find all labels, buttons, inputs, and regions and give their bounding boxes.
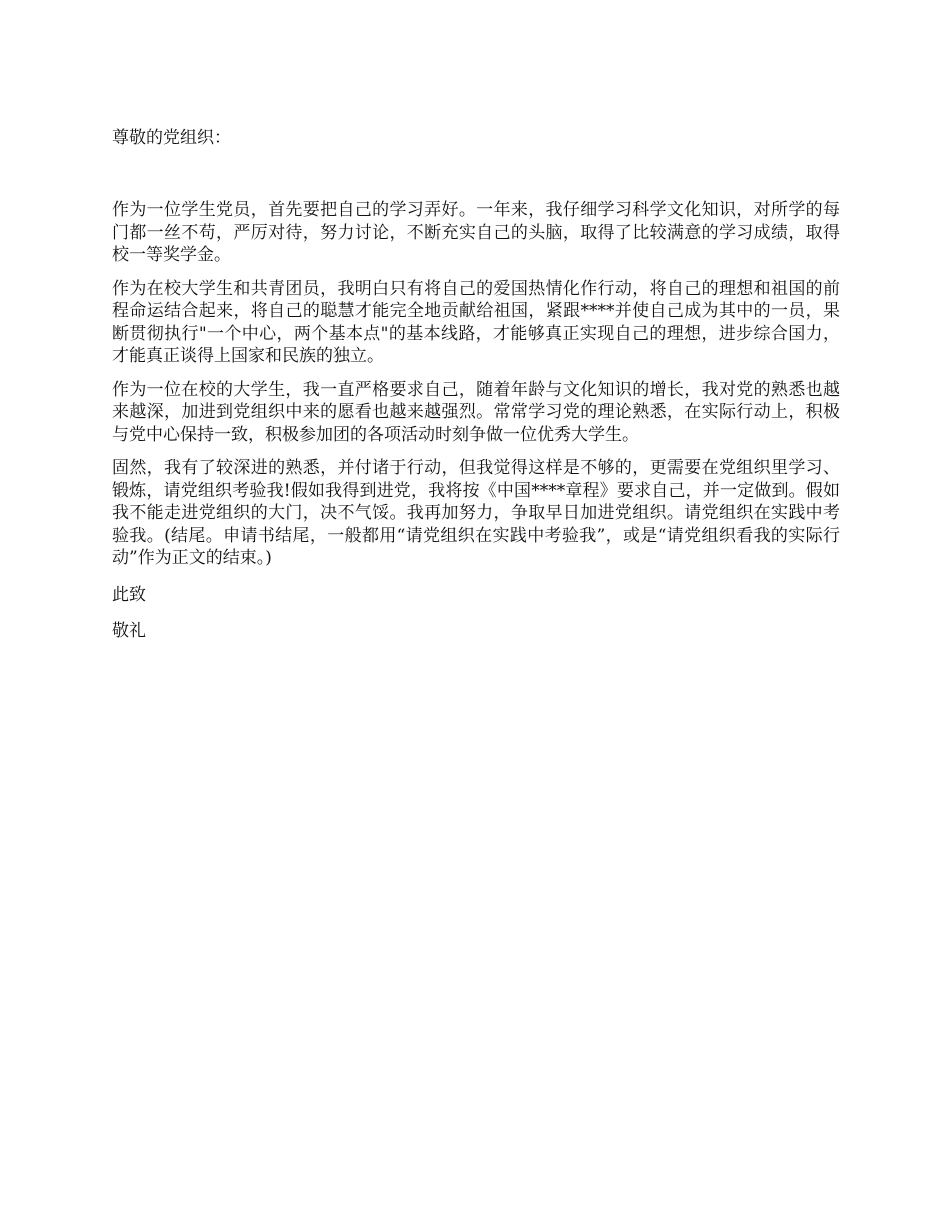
letter-paragraph-3: 作为一位在校的大学生，我一直严格要求自己，随着年龄与文化知识的增长，我对党的熟悉也越来越深，加进到党组织中来的愿看也越来越强烈。常常学习党的理论熟悉，在实际行动上，积极与党中心保持一致，积极参加团的各项活动时刻争做一位优秀大学生。 — [112, 379, 840, 445]
letter-page — [112, 127, 840, 642]
letter-closing-salute: 敬礼 — [112, 620, 146, 641]
letter-paragraph-4: 固然，我有了较深进的熟悉，并付诸于行动，但我觉得这样是不够的，更需要在党组织里学习、锻炼，请党组织考验我!假如我得到进党，我将按《中国****章程》要求自己，并一定做到。假如我不能走进党组织的大门，决不气馁。我再加努力，争取早日加进党组织。请党组织在实践中考验我。(结尾。申请书结尾，一般都用“请党组织在实践中考验我”，或是“请党组织看我的实际行动”作为正文的结束。) — [112, 458, 840, 568]
letter-salutation: 尊敬的党组织： — [112, 128, 231, 148]
letter-paragraph-1: 作为一位学生党员，首先要把自己的学习弄好。一年来，我仔细学习科学文化知识，对所学的每门都一丝不苟，严厉对待，努力讨论，不断充实自己的头脑，取得了比较满意的学习成绩，取得校一等奖学金。 — [112, 200, 840, 265]
letter-closing-greeting: 此致 — [112, 584, 146, 605]
letter-paragraph-2: 作为在校大学生和共青团员，我明白只有将自己的爱国热情化作行动，将自己的理想和祖国的前程命运结合起来，将自己的聪慧才能完全地贡献给祖国，紧跟****并使自己成为其中的一员，果断贯彻执行"一个中心，两个基本点"的基本线路，才能够真正实现自己的理想，进步综合国力，才能真正谈得上国家和民族的独立。 — [112, 278, 840, 366]
